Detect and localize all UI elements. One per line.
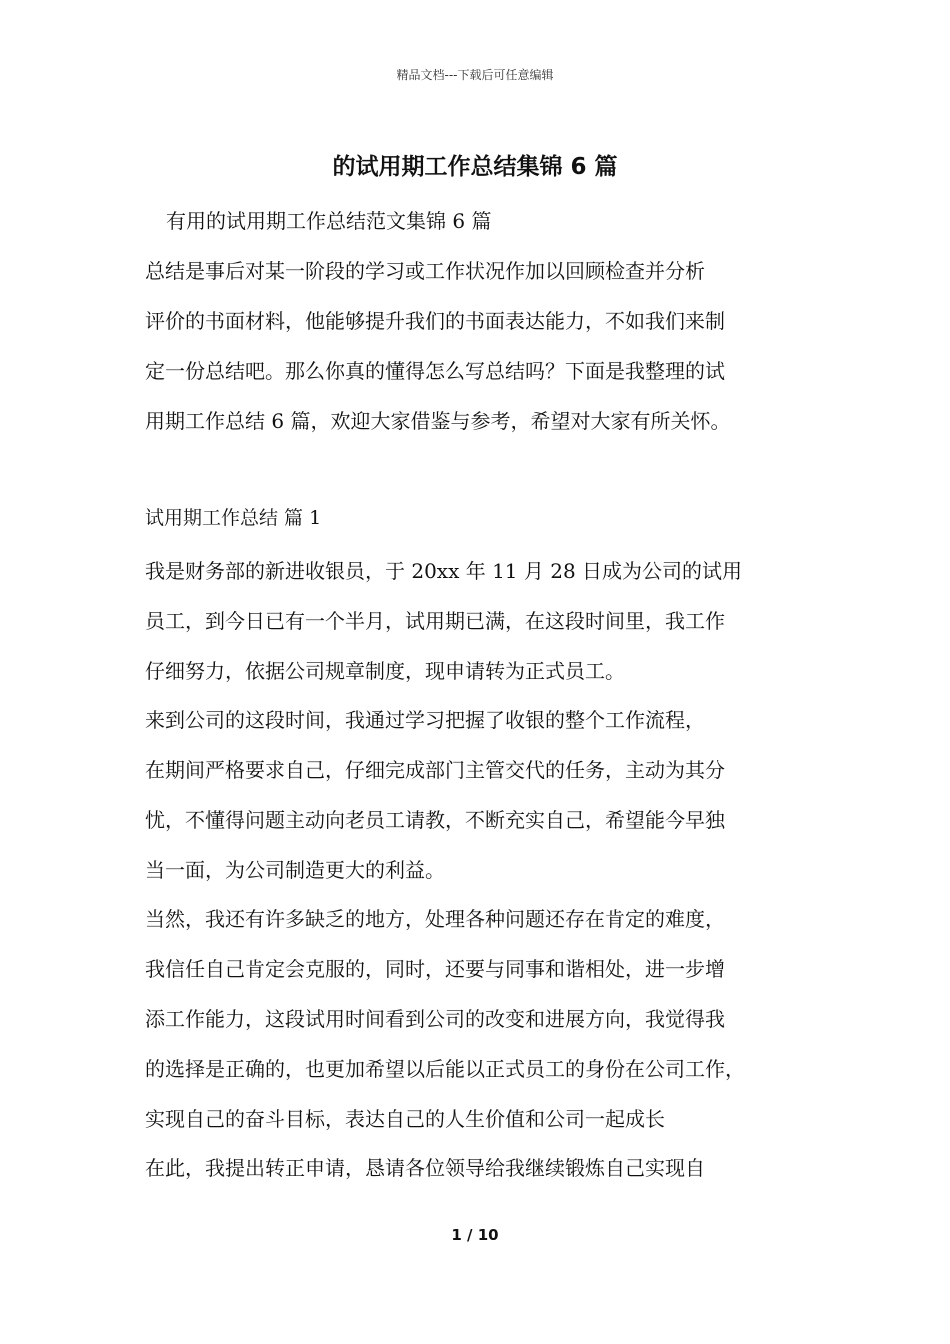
paragraph-line: 添工作能力，这段试用时间看到公司的改变和进展方向，我觉得我	[145, 1007, 725, 1031]
paragraph-line: 定一份总结吧。那么你真的懂得怎么写总结吗？下面是我整理的试	[145, 359, 725, 383]
paragraph-line: 我是财务部的新进收银员，于 20xx 年 11 月 28 日成为公司的试用	[145, 559, 743, 583]
paragraph-line: 在期间严格要求自己，仔细完成部门主管交代的任务，主动为其分	[145, 758, 725, 782]
page-number: 1 / 10	[451, 1226, 499, 1244]
paragraph-line: 我信任自己肯定会克服的，同时，还要与同事和谐相处，进一步增	[145, 957, 725, 981]
header-note: 精品文档---下载后可任意编辑	[396, 68, 554, 82]
paragraph-line: 的选择是正确的，也更加希望以后能以正式员工的身份在公司工作，	[145, 1057, 745, 1081]
paragraph-line: 当然，我还有许多缺乏的地方，处理各种问题还存在肯定的难度，	[145, 907, 725, 931]
body-paragraph	[145, 695, 825, 895]
paragraph-line: 员工，到今日已有一个半月，试用期已满，在这段时间里，我工作	[145, 609, 725, 633]
paragraph-line: 仔细努力，依据公司规章制度，现申请转为正式员工。	[145, 659, 625, 683]
document-subtitle: 有用的试用期工作总结范文集锦 6 篇	[166, 209, 492, 233]
body-paragraph	[145, 546, 825, 696]
body-paragraph	[145, 1143, 825, 1193]
body-paragraph	[145, 894, 825, 1144]
document-title: 的试用期工作总结集锦 6 篇	[332, 154, 618, 180]
paragraph-line: 当一面，为公司制造更大的利益。	[145, 858, 445, 882]
paragraph-line: 评价的书面材料，他能够提升我们的书面表达能力，不如我们来制	[145, 309, 725, 333]
section-heading: 试用期工作总结 篇 1	[145, 507, 322, 529]
paragraph-line: 总结是事后对某一阶段的学习或工作状况作加以回顾检查并分析	[145, 259, 705, 283]
paragraph-line: 来到公司的这段时间，我通过学习把握了收银的整个工作流程，	[145, 708, 705, 732]
paragraph-line: 在此，我提出转正申请，恳请各位领导给我继续锻炼自己实现自	[145, 1156, 705, 1180]
paragraph-line: 实现自己的奋斗目标，表达自己的人生价值和公司一起成长	[145, 1107, 665, 1131]
paragraph-line: 用期工作总结 6 篇，欢迎大家借鉴与参考，希望对大家有所关怀。	[145, 409, 731, 433]
intro-paragraph	[145, 246, 825, 446]
paragraph-line: 忧，不懂得问题主动向老员工请教，不断充实自己，希望能今早独	[145, 808, 725, 832]
